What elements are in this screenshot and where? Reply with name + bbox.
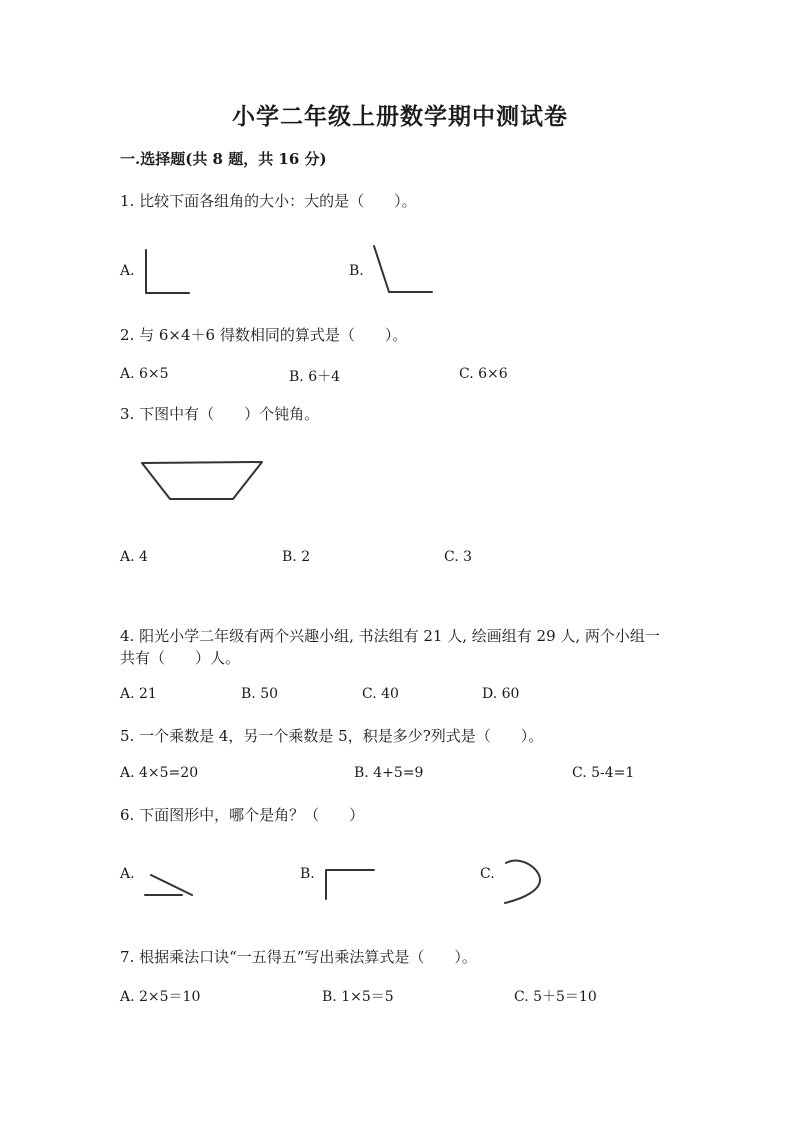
q5-option-c: C. 5-4=1 (572, 765, 635, 781)
q3-option-a: A. 4 (120, 549, 148, 565)
q2-option-a: A. 6×5 (120, 366, 169, 382)
question-3: 3. 下图中有（ ）个钝角。 (120, 405, 320, 423)
question-7: 7. 根据乘法口诀“一五得五”写出乘法算式是（ ）。 (120, 948, 477, 966)
q5-option-b: B. 4+5=9 (354, 765, 424, 781)
q4-option-d: D. 60 (482, 686, 520, 702)
question-4-line-1: 4. 阳光小学二年级有两个兴趣小组, 书法组有 21 人, 绘画组有 29 人, 两个小组一 (120, 627, 660, 645)
q2-option-c: C. 6×6 (459, 366, 508, 382)
q1-option-a: A. (120, 263, 135, 279)
q6-option-c: C. (480, 866, 495, 882)
q4-option-b: B. 50 (241, 686, 279, 702)
q2-option-b: B. 6＋4 (289, 369, 341, 385)
question-1: 1. 比较下面各组角的大小：大的是（ ）。 (120, 192, 417, 210)
q1-option-b: B. (349, 263, 364, 279)
q3-option-b: B. 2 (282, 549, 311, 565)
section-heading: 一.选择题(共 8 题，共 16 分) (120, 150, 327, 168)
q4-option-c: C. 40 (362, 686, 399, 702)
page-title: 小学二年级上册数学期中测试卷 (232, 103, 568, 130)
q3-option-c: C. 3 (444, 549, 473, 565)
q4-option-a: A. 21 (120, 686, 157, 702)
q6-option-a: A. (120, 866, 135, 882)
q7-option-c: C. 5＋5＝10 (514, 989, 597, 1005)
question-6: 6. 下面图形中，哪个是角？（ ） (120, 806, 365, 824)
q7-option-b: B. 1×5＝5 (322, 989, 394, 1005)
q6-option-b: B. (300, 866, 315, 882)
question-5: 5. 一个乘数是 4，另一个乘数是 5，积是多少?列式是（ ）。 (120, 727, 544, 745)
question-4-line-2: 共有（ ）人。 (120, 649, 241, 667)
question-2: 2. 与 6×4＋6 得数相同的算式是（ ）。 (120, 326, 408, 344)
q5-option-a: A. 4×5=20 (120, 765, 199, 781)
q7-option-a: A. 2×5＝10 (120, 989, 201, 1005)
